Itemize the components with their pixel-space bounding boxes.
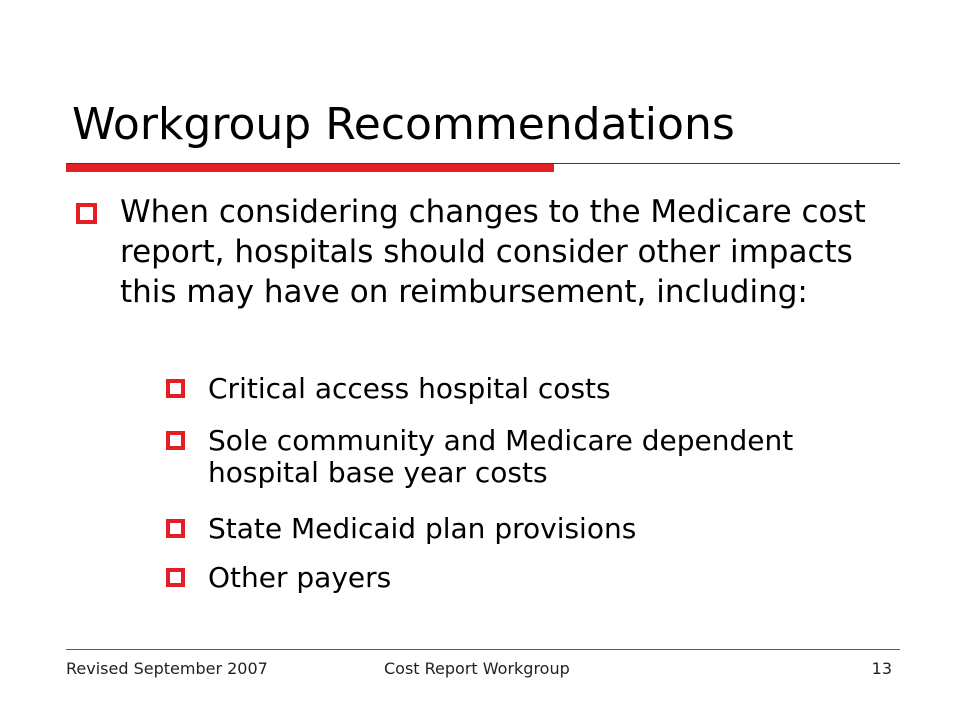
hollow-square-bullet-icon [166, 568, 185, 587]
page-number: 13 [871, 659, 892, 678]
hollow-square-bullet-icon [166, 431, 185, 450]
footer-date: Revised September 2007 [66, 659, 268, 678]
hollow-square-bullet-icon [166, 519, 185, 538]
main-bullet-text: When considering changes to the Medicare cost report, hospitals should consider other impacts this may have on reimbursement, including: [120, 194, 866, 310]
slide-title: Workgroup Recommendations [72, 99, 735, 150]
sub-bullet-text: Other payers [208, 561, 392, 594]
hollow-square-bullet-icon [76, 203, 97, 224]
sub-bullet-text: State Medicaid plan provisions [208, 512, 637, 545]
sub-bullet-text: Sole community and Medicare dependent hospital base year costs [208, 424, 794, 489]
hollow-square-bullet-icon [166, 379, 185, 398]
footer-title: Cost Report Workgroup [384, 659, 570, 678]
sub-bullet-text: Critical access hospital costs [208, 372, 611, 405]
title-rule-accent [66, 164, 554, 172]
footer-rule [66, 649, 900, 650]
